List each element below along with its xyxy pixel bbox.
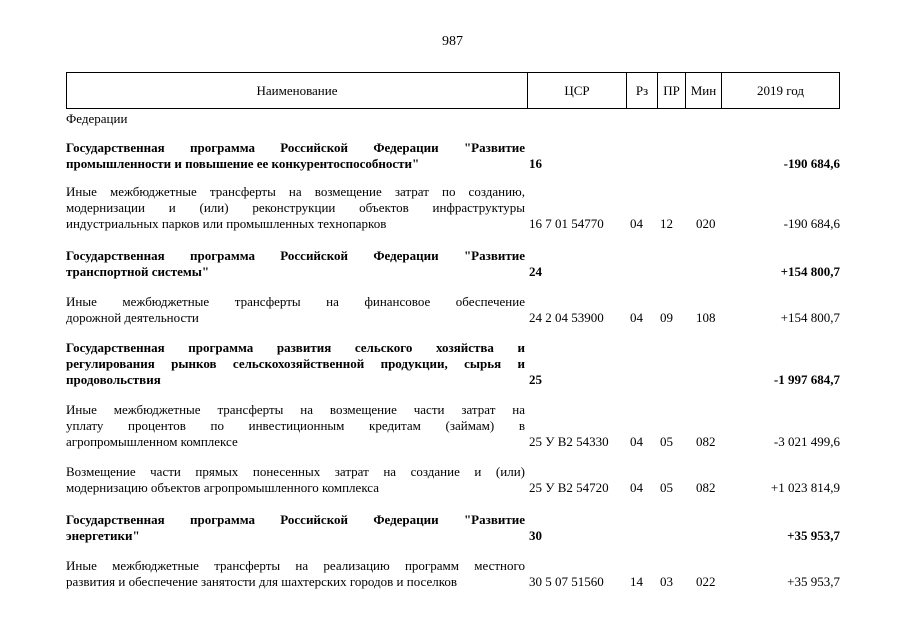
row-amount: +35 953,7 [787,574,840,589]
row-rz: 04 [630,480,643,495]
row-csr: 25 У В2 54330 [529,434,609,449]
header-pr: ПР [658,73,686,108]
row-csr: 24 2 04 53900 [529,310,604,325]
row-name [66,558,525,590]
row-name-line: Государственная программа Российской Федерации "Развитие [66,248,525,263]
row-rz: 14 [630,574,643,589]
row-name-line: индустриальных парков или промышленных технопарков [66,216,387,231]
row-pr: 03 [660,574,673,589]
row-name-line: дорожной деятельности [66,310,199,325]
row-min: 082 [696,434,716,449]
row-name [66,340,525,388]
row-name-line: регулирования рынков сельскохозяйственной продукции, сырья и [66,356,525,371]
row-name [66,184,525,232]
row-amount: +1 023 814,9 [770,480,840,495]
row-name-line: модернизации и (или) реконструкции объектов инфраструктуры [66,200,525,215]
page-number: 987 [442,34,463,49]
row-name [66,294,525,326]
row-name-line: Иные межбюджетные трансферты на реализацию программ местного [66,558,525,573]
transfer-row [66,558,840,590]
row-csr: 25 У В2 54720 [529,480,609,495]
row-csr: 16 7 01 54770 [529,216,604,231]
row-name-line: продовольствия [66,372,161,387]
row-name-line: Иные межбюджетные трансферты на возмещение части затрат на [66,402,525,417]
program-row [66,248,840,280]
row-name-line: Иные межбюджетные трансферты на финансовое обеспечение [66,294,525,309]
program-row [66,140,840,172]
header-rz: Рз [627,73,658,108]
row-amount: +35 953,7 [787,528,840,543]
program-row [66,340,840,388]
row-amount: -190 684,6 [783,156,840,171]
row-pr: 05 [660,434,673,449]
row-name [66,512,525,544]
row-name-line: энергетики" [66,528,140,543]
row-name-line: промышленности и повышение ее конкурентоспособности" [66,156,420,171]
transfer-row [66,402,840,450]
row-name-line: уплату процентов по инвестиционным кредитам (займам) в [66,418,525,433]
row-csr: 24 [529,264,542,279]
row-name-line: развития и обеспечение занятости для шахтерских городов и поселков [66,574,457,589]
header-year: 2019 год [757,82,804,98]
row-min: 020 [696,216,716,231]
header-min: Мин [686,73,722,108]
row-name-line: Государственная программа развития сельского хозяйства и [66,340,525,355]
row-name-line: Возмещение части прямых понесенных затрат на создание и (или) [66,464,525,479]
header-csr: ЦСР [528,73,627,108]
header-name: Наименование [67,73,528,108]
row-name-line: Иные межбюджетные трансферты на возмещение затрат по созданию, [66,184,525,199]
table-header [66,72,840,109]
row-min: 022 [696,574,716,589]
row-name-line: Государственная программа Российской Федерации "Развитие [66,140,525,155]
row-name-line: Государственная программа Российской Федерации "Развитие [66,512,525,527]
row-name-line: транспортной системы" [66,264,210,279]
row-pr: 12 [660,216,673,231]
row-rz: 04 [630,216,643,231]
row-csr: 30 [529,528,542,543]
transfer-row [66,294,840,326]
row-min: 108 [696,310,716,325]
row-name [66,402,525,450]
row-amount: +154 800,7 [780,264,840,279]
row-pr: 09 [660,310,673,325]
transfer-row [66,184,840,232]
row-csr: 16 [529,156,542,171]
row-rz: 04 [630,310,643,325]
program-row [66,512,840,544]
row-rz: 04 [630,434,643,449]
row-pr: 05 [660,480,673,495]
transfer-row [66,464,840,496]
row-amount: -3 021 499,6 [773,434,840,449]
row-min: 082 [696,480,716,495]
row-amount: -190 684,6 [783,216,840,231]
row-amount: -1 997 684,7 [773,372,840,387]
row-name [66,248,525,280]
row-name [66,140,525,172]
row-csr: 30 5 07 51560 [529,574,604,589]
row-csr: 25 [529,372,542,387]
row-amount: +154 800,7 [780,310,840,325]
row-name-line: агропромышленном комплексе [66,434,238,449]
row-name [66,464,525,496]
row-name-line: модернизацию объектов агропромышленного комплекса [66,480,380,495]
continuation-text: Федерации [66,111,128,126]
